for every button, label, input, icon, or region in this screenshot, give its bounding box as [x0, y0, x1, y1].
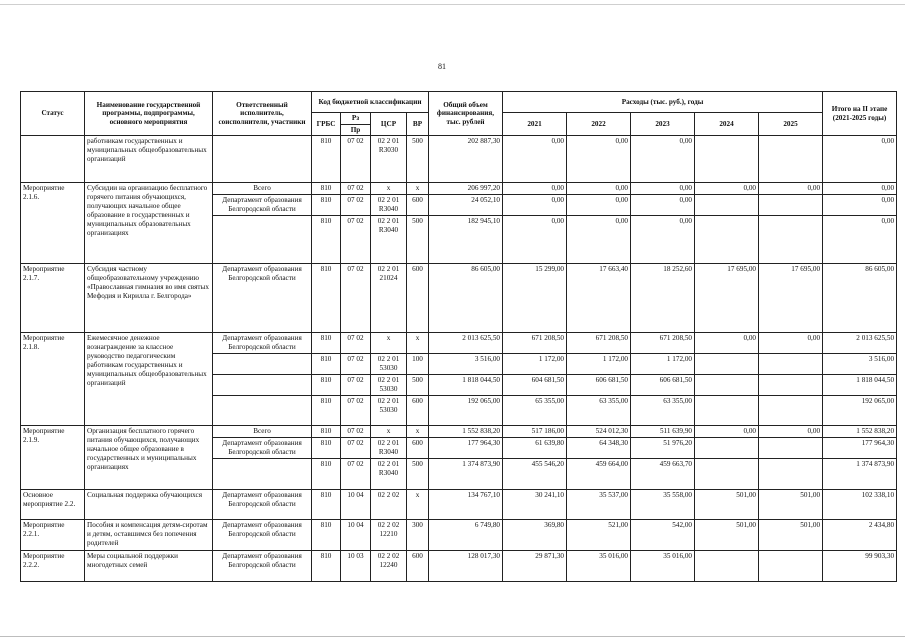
cell-vr: 600 — [407, 551, 429, 582]
cell-grbs: 810 — [312, 396, 341, 426]
table-row — [21, 264, 897, 333]
cell-y2021: 455 546,20 — [503, 459, 567, 490]
cell-y2024 — [695, 216, 759, 264]
cell-stage: 86 605,00 — [823, 264, 897, 333]
row-name: Пособия и компенсация детям-сиротам и детям, оставшимся без попечения родителей — [85, 520, 213, 551]
cell-y2025 — [759, 136, 823, 183]
cell-y2023: 18 252,60 — [631, 264, 695, 333]
header-year-2023: 2023 — [631, 113, 695, 136]
cell-y2021: 15 299,00 — [503, 264, 567, 333]
cell-vr: 600 — [407, 195, 429, 216]
cell-grbs: 810 — [312, 195, 341, 216]
row-name: Субсидии на организацию бесплатного горячего питания обучающихся, получающих начальное общее образование в государственных и муниципальных образовательных организациях — [85, 183, 213, 264]
cell-stage: 0,00 — [823, 195, 897, 216]
row-status: Основное мероприятие 2.2. — [21, 490, 85, 520]
cell-stage: 0,00 — [823, 216, 897, 264]
cell-grbs: 810 — [312, 183, 341, 195]
cell-stage: 102 338,10 — [823, 490, 897, 520]
cell-y2021: 29 871,30 — [503, 551, 567, 582]
cell-rzpr: 10 03 — [341, 551, 371, 582]
cell-stage: 1 374 873,90 — [823, 459, 897, 490]
cell-y2023: 671 208,50 — [631, 333, 695, 354]
header-pr: Пр — [341, 124, 371, 136]
cell-grbs: 810 — [312, 490, 341, 520]
cell-rzpr: 07 02 — [341, 136, 371, 183]
header-executor: Ответственный исполнитель, соисполнители, участники — [213, 92, 312, 136]
cell-vr: 500 — [407, 136, 429, 183]
cell-vr: 300 — [407, 520, 429, 551]
cell-rzpr: 07 02 — [341, 216, 371, 264]
cell-grbs: 810 — [312, 551, 341, 582]
cell-executor: Департамент образования Белгородской области — [213, 195, 312, 216]
cell-y2021: 517 186,00 — [503, 426, 567, 438]
cell-y2024 — [695, 375, 759, 396]
cell-y2022: 0,00 — [567, 195, 631, 216]
cell-grbs: 810 — [312, 375, 341, 396]
cell-total: 192 065,00 — [429, 396, 503, 426]
cell-vr: х — [407, 183, 429, 195]
cell-vr: х — [407, 333, 429, 354]
cell-y2023: 511 639,90 — [631, 426, 695, 438]
header-year-2025: 2025 — [759, 113, 823, 136]
cell-y2025 — [759, 216, 823, 264]
cell-rzpr: 07 02 — [341, 438, 371, 459]
cell-grbs: 810 — [312, 426, 341, 438]
cell-y2022: 35 537,00 — [567, 490, 631, 520]
cell-vr: 500 — [407, 459, 429, 490]
cell-y2022: 0,00 — [567, 136, 631, 183]
cell-csr: 02 2 02 12240 — [371, 551, 407, 582]
table-row — [21, 490, 897, 520]
cell-rzpr: 10 04 — [341, 520, 371, 551]
cell-y2022: 524 012,30 — [567, 426, 631, 438]
cell-y2021: 65 355,00 — [503, 396, 567, 426]
cell-grbs: 810 — [312, 354, 341, 375]
cell-csr: 02 2 01 53030 — [371, 396, 407, 426]
cell-y2022: 64 348,30 — [567, 438, 631, 459]
cell-executor: Департамент образования Белгородской области — [213, 438, 312, 459]
cell-csr: 02 2 02 — [371, 490, 407, 520]
cell-y2022: 671 208,50 — [567, 333, 631, 354]
cell-y2023: 0,00 — [631, 136, 695, 183]
cell-y2023: 0,00 — [631, 183, 695, 195]
row-status: Мероприятие 2.1.7. — [21, 264, 85, 333]
header-year-2024: 2024 — [695, 113, 759, 136]
header-year-2021: 2021 — [503, 113, 567, 136]
cell-y2023: 35 558,00 — [631, 490, 695, 520]
header-status: Статус — [21, 92, 85, 136]
cell-vr: 600 — [407, 264, 429, 333]
cell-total: 128 017,30 — [429, 551, 503, 582]
table-row — [21, 426, 897, 438]
cell-y2022: 0,00 — [567, 216, 631, 264]
cell-y2024: 0,00 — [695, 426, 759, 438]
cell-total: 202 887,30 — [429, 136, 503, 183]
cell-y2024 — [695, 354, 759, 375]
cell-executor — [213, 136, 312, 183]
cell-y2025: 501,00 — [759, 490, 823, 520]
cell-y2024: 501,00 — [695, 520, 759, 551]
cell-y2024 — [695, 438, 759, 459]
cell-rzpr: 07 02 — [341, 264, 371, 333]
cell-y2025: 0,00 — [759, 426, 823, 438]
cell-csr: 02 2 01 R3030 — [371, 136, 407, 183]
row-name: работникам государственных и муниципальных общеобразовательных организаций — [85, 136, 213, 183]
cell-executor: Департамент образования Белгородской области — [213, 264, 312, 333]
cell-y2021: 30 241,10 — [503, 490, 567, 520]
cell-executor: Департамент образования Белгородской области — [213, 551, 312, 582]
row-status: Мероприятие 2.1.9. — [21, 426, 85, 490]
cell-y2021: 0,00 — [503, 216, 567, 264]
cell-grbs: 810 — [312, 459, 341, 490]
cell-y2024 — [695, 136, 759, 183]
row-name: Организация бесплатного горячего питания обучающихся, получающих начальное общее образование в государственных и муниципальных организациях — [85, 426, 213, 490]
cell-y2024 — [695, 551, 759, 582]
cell-executor: Всего — [213, 183, 312, 195]
cell-y2021: 671 208,50 — [503, 333, 567, 354]
cell-rzpr: 07 02 — [341, 195, 371, 216]
row-status: Мероприятие 2.2.2. — [21, 551, 85, 582]
cell-total: 24 052,10 — [429, 195, 503, 216]
cell-y2024 — [695, 459, 759, 490]
cell-total: 1 818 044,50 — [429, 375, 503, 396]
cell-total: 6 749,80 — [429, 520, 503, 551]
header-expenses: Расходы (тыс. руб.), годы — [503, 92, 823, 113]
cell-rzpr: 07 02 — [341, 183, 371, 195]
cell-y2023: 1 172,00 — [631, 354, 695, 375]
cell-y2024: 501,00 — [695, 490, 759, 520]
cell-rzpr: 07 02 — [341, 459, 371, 490]
row-name: Субсидия частному общеобразовательному учреждению «Православная гимназия во имя святых Мефодия и Кирилла г. Белгорода» — [85, 264, 213, 333]
cell-y2023: 35 016,00 — [631, 551, 695, 582]
header-grbs: ГРБС — [312, 113, 341, 136]
cell-y2021: 0,00 — [503, 195, 567, 216]
cell-y2021: 61 639,80 — [503, 438, 567, 459]
cell-total: 1 552 838,20 — [429, 426, 503, 438]
header-name: Наименование государственной программы, подпрограммы, основного мероприятия — [85, 92, 213, 136]
cell-y2023: 0,00 — [631, 216, 695, 264]
cell-y2025 — [759, 551, 823, 582]
cell-y2025: 0,00 — [759, 183, 823, 195]
cell-y2021: 1 172,00 — [503, 354, 567, 375]
cell-rzpr: 07 02 — [341, 333, 371, 354]
cell-y2025: 0,00 — [759, 333, 823, 354]
cell-executor: Департамент образования Белгородской области — [213, 520, 312, 551]
cell-grbs: 810 — [312, 136, 341, 183]
scan-line-top — [0, 4, 905, 5]
cell-y2022: 35 016,00 — [567, 551, 631, 582]
cell-csr: 02 2 01 R3040 — [371, 438, 407, 459]
header-stage: Итого на II этапе (2021-2025 годы) — [823, 92, 897, 136]
cell-y2023: 63 355,00 — [631, 396, 695, 426]
table-row — [21, 183, 897, 195]
cell-rzpr: 07 02 — [341, 426, 371, 438]
cell-y2023: 542,00 — [631, 520, 695, 551]
cell-rzpr: 07 02 — [341, 354, 371, 375]
cell-stage: 99 903,30 — [823, 551, 897, 582]
cell-y2024: 0,00 — [695, 333, 759, 354]
scan-edge — [0, 0, 905, 6]
header-total: Общий объем финансирования, тыс. рублей — [429, 92, 503, 136]
cell-y2025 — [759, 195, 823, 216]
cell-vr: 500 — [407, 216, 429, 264]
cell-y2024 — [695, 396, 759, 426]
cell-y2023: 51 976,20 — [631, 438, 695, 459]
cell-csr: 02 2 01 21024 — [371, 264, 407, 333]
row-name: Социальная поддержка обучающихся — [85, 490, 213, 520]
cell-csr: х — [371, 183, 407, 195]
table-row — [21, 136, 897, 183]
cell-y2022: 17 663,40 — [567, 264, 631, 333]
cell-y2023: 459 663,70 — [631, 459, 695, 490]
cell-y2021: 0,00 — [503, 136, 567, 183]
cell-stage: 177 964,30 — [823, 438, 897, 459]
cell-y2025 — [759, 375, 823, 396]
cell-executor — [213, 459, 312, 490]
cell-y2022: 63 355,00 — [567, 396, 631, 426]
cell-grbs: 810 — [312, 438, 341, 459]
cell-total: 134 767,10 — [429, 490, 503, 520]
cell-vr: 500 — [407, 375, 429, 396]
cell-grbs: 810 — [312, 333, 341, 354]
cell-stage: 192 065,00 — [823, 396, 897, 426]
cell-executor: Всего — [213, 426, 312, 438]
page-number: 81 — [438, 62, 446, 71]
budget-table — [20, 91, 897, 582]
cell-y2022: 459 664,00 — [567, 459, 631, 490]
cell-y2022: 606 681,50 — [567, 375, 631, 396]
cell-rzpr: 07 02 — [341, 375, 371, 396]
cell-y2023: 606 681,50 — [631, 375, 695, 396]
cell-y2025: 17 695,00 — [759, 264, 823, 333]
cell-y2021: 604 681,50 — [503, 375, 567, 396]
cell-vr: 600 — [407, 396, 429, 426]
row-status: Мероприятие 2.1.8. — [21, 333, 85, 426]
cell-y2021: 0,00 — [503, 183, 567, 195]
cell-y2025 — [759, 459, 823, 490]
row-name: Меры социальной поддержки многодетных семей — [85, 551, 213, 582]
cell-stage: 2 013 625,50 — [823, 333, 897, 354]
cell-y2025 — [759, 354, 823, 375]
cell-y2025 — [759, 396, 823, 426]
table-header — [21, 92, 897, 136]
cell-csr: 02 2 01 53030 — [371, 354, 407, 375]
cell-y2022: 521,00 — [567, 520, 631, 551]
cell-stage: 1 552 838,20 — [823, 426, 897, 438]
cell-csr: 02 2 01 R3040 — [371, 216, 407, 264]
cell-y2022: 0,00 — [567, 183, 631, 195]
cell-executor — [213, 375, 312, 396]
cell-total: 1 374 873,90 — [429, 459, 503, 490]
cell-stage: 2 434,80 — [823, 520, 897, 551]
cell-y2024: 0,00 — [695, 183, 759, 195]
cell-total: 182 945,10 — [429, 216, 503, 264]
cell-csr: х — [371, 426, 407, 438]
row-status: Мероприятие 2.2.1. — [21, 520, 85, 551]
cell-y2024 — [695, 195, 759, 216]
cell-csr: 02 2 02 12210 — [371, 520, 407, 551]
table-row — [21, 520, 897, 551]
header-code: Код бюджетной классификации — [312, 92, 429, 113]
cell-vr: 600 — [407, 438, 429, 459]
cell-grbs: 810 — [312, 216, 341, 264]
cell-executor — [213, 354, 312, 375]
table-row — [21, 551, 897, 582]
cell-rzpr: 10 04 — [341, 490, 371, 520]
cell-csr: 02 2 01 R3040 — [371, 195, 407, 216]
header-csr: ЦСР — [371, 113, 407, 136]
row-name: Ежемесячное денежное вознаграждение за классное руководство педагогическим работникам государственных и муниципальных общеобразовательных организаций — [85, 333, 213, 426]
cell-vr: 100 — [407, 354, 429, 375]
cell-stage: 1 818 044,50 — [823, 375, 897, 396]
cell-stage: 0,00 — [823, 183, 897, 195]
header-vr: ВР — [407, 113, 429, 136]
cell-executor — [213, 216, 312, 264]
row-status — [21, 136, 85, 183]
cell-y2024: 17 695,00 — [695, 264, 759, 333]
cell-executor: Департамент образования Белгородской области — [213, 490, 312, 520]
cell-y2025 — [759, 438, 823, 459]
cell-total: 3 516,00 — [429, 354, 503, 375]
cell-y2021: 369,80 — [503, 520, 567, 551]
cell-executor: Департамент образования Белгородской области — [213, 333, 312, 354]
header-rz: Рз — [341, 113, 371, 125]
cell-total: 2 013 625,50 — [429, 333, 503, 354]
scan-line-bottom — [0, 636, 905, 637]
cell-y2023: 0,00 — [631, 195, 695, 216]
header-year-2022: 2022 — [567, 113, 631, 136]
table-body — [21, 136, 897, 582]
cell-grbs: 810 — [312, 520, 341, 551]
cell-y2025: 501,00 — [759, 520, 823, 551]
cell-executor — [213, 396, 312, 426]
cell-csr: 02 2 01 R3040 — [371, 459, 407, 490]
cell-total: 86 605,00 — [429, 264, 503, 333]
cell-stage: 3 516,00 — [823, 354, 897, 375]
cell-y2022: 1 172,00 — [567, 354, 631, 375]
cell-vr: х — [407, 426, 429, 438]
cell-rzpr: 07 02 — [341, 396, 371, 426]
row-status: Мероприятие 2.1.6. — [21, 183, 85, 264]
cell-csr: 02 2 01 53030 — [371, 375, 407, 396]
cell-total: 177 964,30 — [429, 438, 503, 459]
table-row — [21, 333, 897, 354]
cell-vr: х — [407, 490, 429, 520]
cell-total: 206 997,20 — [429, 183, 503, 195]
cell-grbs: 810 — [312, 264, 341, 333]
cell-csr: х — [371, 333, 407, 354]
cell-stage: 0,00 — [823, 136, 897, 183]
